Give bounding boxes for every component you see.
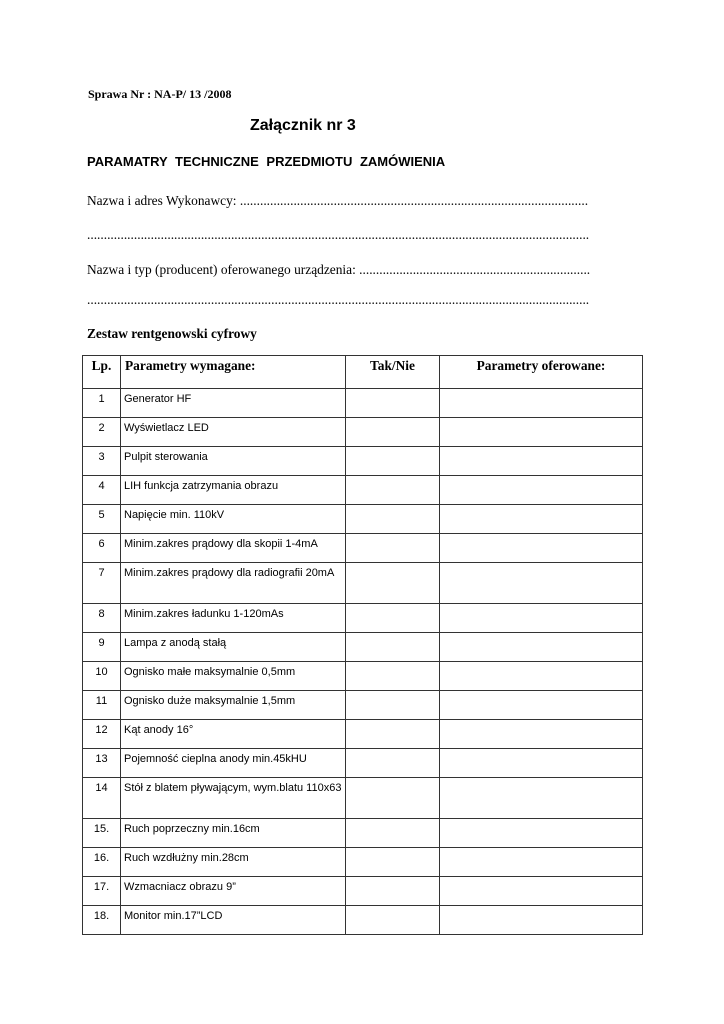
row-number: 6 bbox=[83, 534, 121, 563]
row-number: 3 bbox=[83, 447, 121, 476]
row-offered-cell[interactable] bbox=[440, 848, 643, 877]
row-parameter: Lampa z anodą stałą bbox=[121, 633, 346, 662]
table-row bbox=[83, 563, 643, 604]
header-lp: Lp. bbox=[83, 356, 121, 389]
row-number: 18. bbox=[83, 906, 121, 935]
row-offered-cell[interactable] bbox=[440, 720, 643, 749]
row-parameter: Pulpit sterowania bbox=[121, 447, 346, 476]
row-parameter: Ognisko duże maksymalnie 1,5mm bbox=[121, 691, 346, 720]
row-yesno-cell[interactable] bbox=[346, 662, 440, 691]
table-body bbox=[83, 389, 643, 935]
table-row bbox=[83, 877, 643, 906]
row-parameter: Monitor min.17”LCD bbox=[121, 906, 346, 935]
row-number: 7 bbox=[83, 563, 121, 604]
row-offered-cell[interactable] bbox=[440, 906, 643, 935]
table-row bbox=[83, 662, 643, 691]
row-offered-cell[interactable] bbox=[440, 505, 643, 534]
row-parameter: Napięcie min. 110kV bbox=[121, 505, 346, 534]
row-number: 12 bbox=[83, 720, 121, 749]
row-number: 11 bbox=[83, 691, 121, 720]
row-yesno-cell[interactable] bbox=[346, 505, 440, 534]
header-required: Parametry wymagane: bbox=[121, 356, 346, 389]
row-parameter: Ruch poprzeczny min.16cm bbox=[121, 819, 346, 848]
row-offered-cell[interactable] bbox=[440, 447, 643, 476]
row-parameter: Minim.zakres prądowy dla skopii 1-4mA bbox=[121, 534, 346, 563]
row-offered-cell[interactable] bbox=[440, 633, 643, 662]
row-number: 16. bbox=[83, 848, 121, 877]
table-row bbox=[83, 691, 643, 720]
parameters-table bbox=[82, 355, 643, 935]
table-row bbox=[83, 749, 643, 778]
row-offered-cell[interactable] bbox=[440, 476, 643, 505]
row-offered-cell[interactable] bbox=[440, 418, 643, 447]
table-row bbox=[83, 604, 643, 633]
row-offered-cell[interactable] bbox=[440, 534, 643, 563]
row-yesno-cell[interactable] bbox=[346, 604, 440, 633]
row-offered-cell[interactable] bbox=[440, 389, 643, 418]
row-number: 2 bbox=[83, 418, 121, 447]
row-yesno-cell[interactable] bbox=[346, 476, 440, 505]
row-number: 14 bbox=[83, 778, 121, 819]
row-yesno-cell[interactable] bbox=[346, 691, 440, 720]
table-row bbox=[83, 505, 643, 534]
table-row bbox=[83, 418, 643, 447]
row-yesno-cell[interactable] bbox=[346, 389, 440, 418]
row-number: 4 bbox=[83, 476, 121, 505]
row-yesno-cell[interactable] bbox=[346, 633, 440, 662]
row-yesno-cell[interactable] bbox=[346, 877, 440, 906]
table-row bbox=[83, 389, 643, 418]
row-yesno-cell[interactable] bbox=[346, 563, 440, 604]
row-parameter: Stół z blatem pływającym, wym.blatu 110x63 bbox=[121, 778, 346, 819]
table-row bbox=[83, 848, 643, 877]
table-row bbox=[83, 476, 643, 505]
row-number: 8 bbox=[83, 604, 121, 633]
row-parameter: LIH funkcja zatrzymania obrazu bbox=[121, 476, 346, 505]
table-row bbox=[83, 447, 643, 476]
row-number: 1 bbox=[83, 389, 121, 418]
table-row bbox=[83, 633, 643, 662]
row-parameter: Wzmacniacz obrazu 9” bbox=[121, 877, 346, 906]
row-offered-cell[interactable] bbox=[440, 691, 643, 720]
row-number: 17. bbox=[83, 877, 121, 906]
row-offered-cell[interactable] bbox=[440, 563, 643, 604]
table-header-row bbox=[83, 356, 643, 389]
row-number: 10 bbox=[83, 662, 121, 691]
row-yesno-cell[interactable] bbox=[346, 720, 440, 749]
row-number: 5 bbox=[83, 505, 121, 534]
row-offered-cell[interactable] bbox=[440, 819, 643, 848]
device-type-line: Nazwa i typ (producent) oferowanego urządzenia: ..................................................................... bbox=[87, 262, 591, 277]
row-offered-cell[interactable] bbox=[440, 749, 643, 778]
table-row bbox=[83, 778, 643, 819]
device-type-line-cont: ...................................................................................................................................................... bbox=[87, 292, 590, 307]
row-yesno-cell[interactable] bbox=[346, 534, 440, 563]
row-offered-cell[interactable] bbox=[440, 877, 643, 906]
attachment-title: Załącznik nr 3 bbox=[250, 117, 356, 134]
row-number: 15. bbox=[83, 819, 121, 848]
row-parameter: Ruch wzdłużny min.28cm bbox=[121, 848, 346, 877]
table-row bbox=[83, 720, 643, 749]
table-row bbox=[83, 819, 643, 848]
case-number: Sprawa Nr : NA-P/ 13 /2008 bbox=[88, 87, 232, 101]
set-title: Zestaw rentgenowski cyfrowy bbox=[87, 326, 257, 341]
row-parameter: Minim.zakres ładunku 1-120mAs bbox=[121, 604, 346, 633]
row-number: 13 bbox=[83, 749, 121, 778]
row-yesno-cell[interactable] bbox=[346, 906, 440, 935]
header-offered: Parametry oferowane: bbox=[440, 356, 643, 389]
row-offered-cell[interactable] bbox=[440, 604, 643, 633]
row-parameter: Pojemność cieplna anody min.45kHU bbox=[121, 749, 346, 778]
row-offered-cell[interactable] bbox=[440, 662, 643, 691]
contractor-name-line-cont: ...................................................................................................................................................... bbox=[87, 227, 590, 242]
row-parameter: Wyświetlacz LED bbox=[121, 418, 346, 447]
row-yesno-cell[interactable] bbox=[346, 749, 440, 778]
main-heading: PARAMATRY TECHNICZNE PRZEDMIOTU ZAMÓWIENIA bbox=[87, 154, 446, 169]
contractor-name-line: Nazwa i adres Wykonawcy: ........................................................................................................ bbox=[87, 193, 589, 208]
row-parameter: Minim.zakres prądowy dla radiografii 20mA bbox=[121, 563, 346, 604]
row-yesno-cell[interactable] bbox=[346, 778, 440, 819]
row-yesno-cell[interactable] bbox=[346, 848, 440, 877]
table-row bbox=[83, 534, 643, 563]
row-parameter: Kąt anody 16° bbox=[121, 720, 346, 749]
row-number: 9 bbox=[83, 633, 121, 662]
row-yesno-cell[interactable] bbox=[346, 819, 440, 848]
row-parameter: Generator HF bbox=[121, 389, 346, 418]
row-yesno-cell[interactable] bbox=[346, 418, 440, 447]
row-offered-cell[interactable] bbox=[440, 778, 643, 819]
table-row bbox=[83, 906, 643, 935]
row-yesno-cell[interactable] bbox=[346, 447, 440, 476]
header-yesno: Tak/Nie bbox=[346, 356, 440, 389]
row-parameter: Ognisko małe maksymalnie 0,5mm bbox=[121, 662, 346, 691]
